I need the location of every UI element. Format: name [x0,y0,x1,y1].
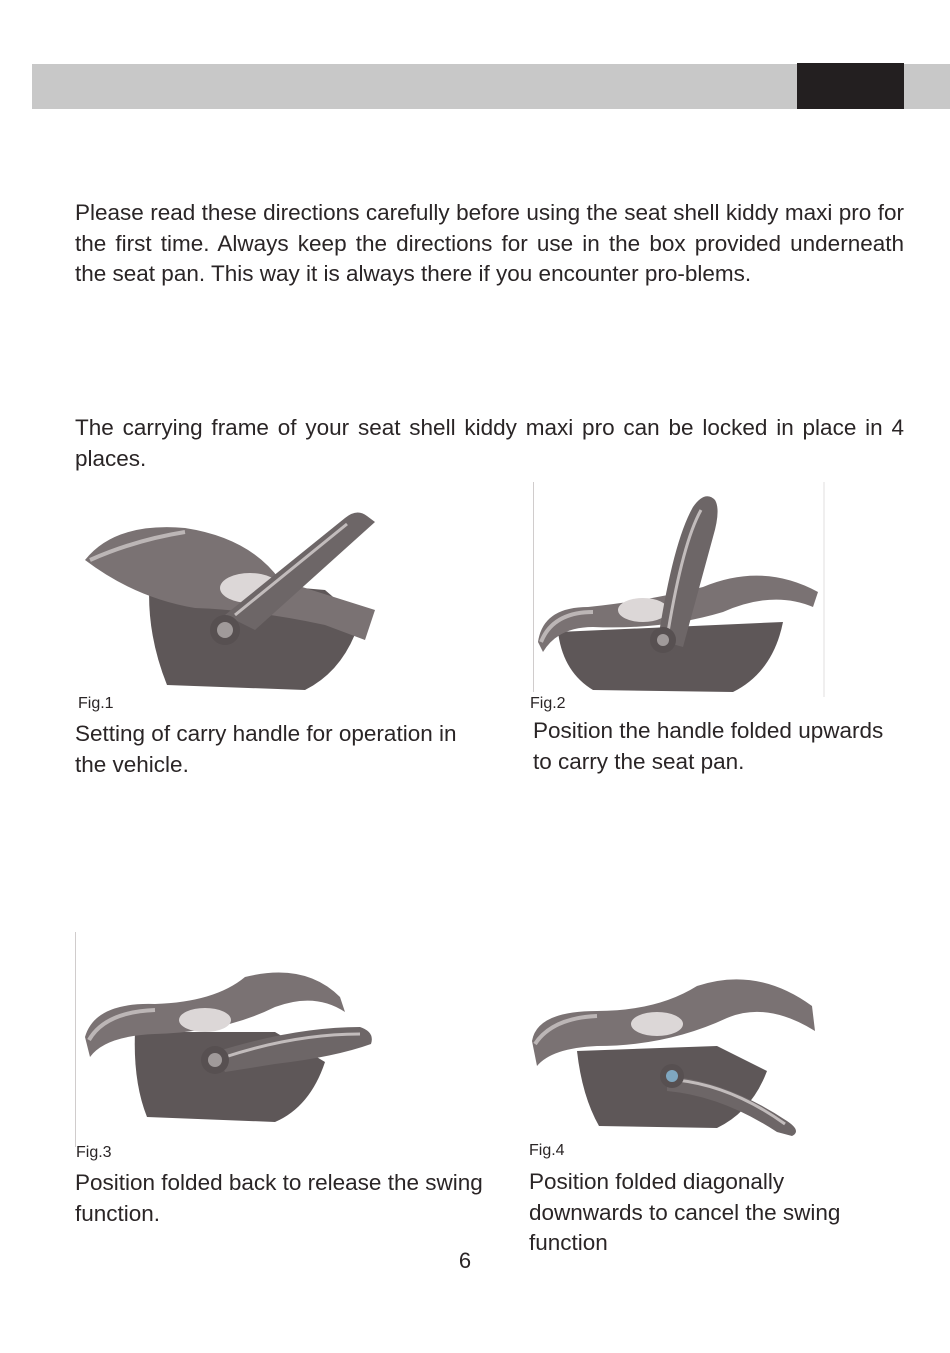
intro-paragraph: Please read these directions carefully before using the seat shell kiddy maxi pro for the first time. Always keep the directions for use in the box provided underneath the seat pan. This way it is always there if you encounter pro-blems. [75,200,904,286]
frame-paragraph: The carrying frame of your seat shell kiddy maxi pro can be locked in place in 4 places. [75,415,904,471]
figure-3-label: Fig.3 [76,1144,112,1161]
figure-2-image [533,482,825,697]
figure-3-caption: Position folded back to release the swing function. [75,1170,483,1226]
figure-1-image [75,480,385,695]
figure-4-caption: Position folded diagonally downwards to cancel the swing function [529,1169,841,1255]
section-tab [797,63,904,109]
figure-3-image [75,932,375,1147]
figure-1-label: Fig.1 [78,695,114,712]
figure-4-label: Fig.4 [529,1142,565,1159]
page-number: 6 [458,1248,472,1273]
figure-1-caption: Setting of carry handle for operation in the vehicle. [75,721,457,777]
figure-2-label: Fig.2 [530,695,566,712]
figure-2-caption: Position the handle folded upwards to carry the seat pan. [533,718,884,774]
figure-4-image [527,956,822,1136]
